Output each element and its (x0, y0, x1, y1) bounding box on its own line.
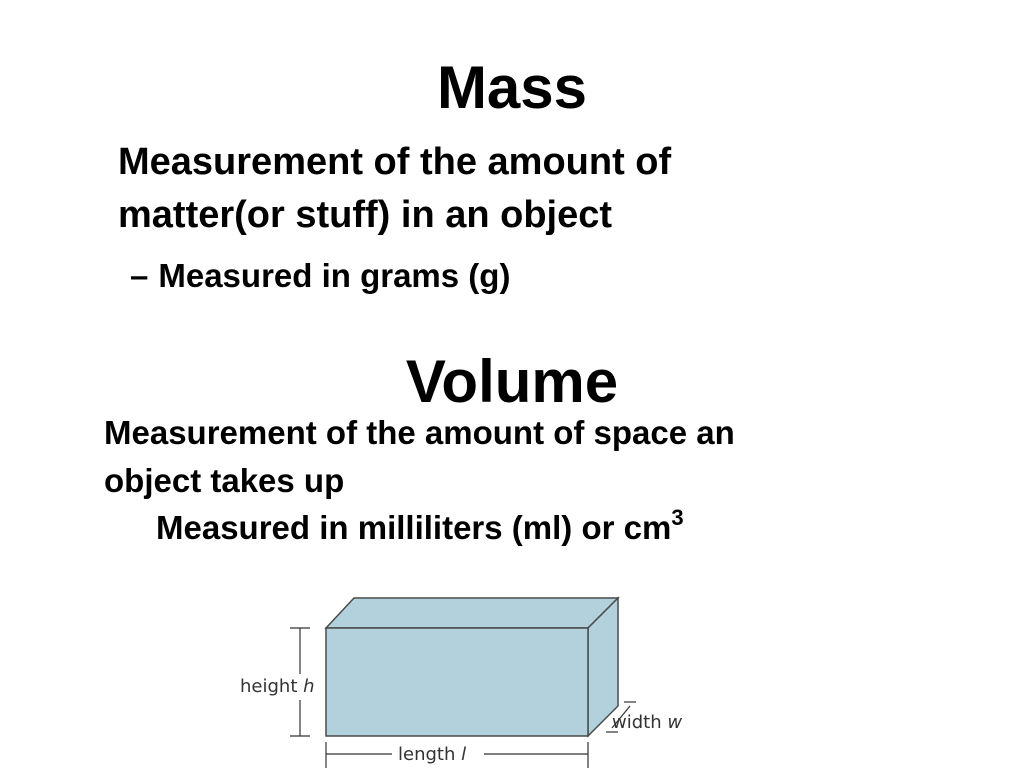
cubed-superscript: 3 (671, 505, 684, 530)
rectangular-prism-diagram (236, 588, 696, 768)
bullet-dash: – (130, 257, 149, 294)
length-label: length l (398, 744, 467, 765)
box-front-face (326, 628, 588, 736)
volume-definition-line-1: Measurement of the amount of space an (104, 414, 735, 451)
box-top-face (326, 598, 618, 628)
mass-unit-bullet (130, 256, 510, 296)
mass-definition-line-2: matter(or stuff) in an object (118, 194, 613, 236)
mass-definition-line-1: Measurement of the amount of (118, 141, 672, 183)
mass-unit-text: Measured in grams (g) (158, 257, 511, 294)
mass-title: Mass (436, 54, 588, 121)
volume-title: Volume (405, 348, 619, 415)
volume-unit-line (156, 505, 684, 548)
volume-definition-line-2: object takes up (104, 462, 345, 499)
volume-unit-text: Measured in milliliters (ml) or cm (156, 509, 672, 546)
height-label: height h (240, 676, 315, 697)
width-label: width w (612, 712, 683, 733)
